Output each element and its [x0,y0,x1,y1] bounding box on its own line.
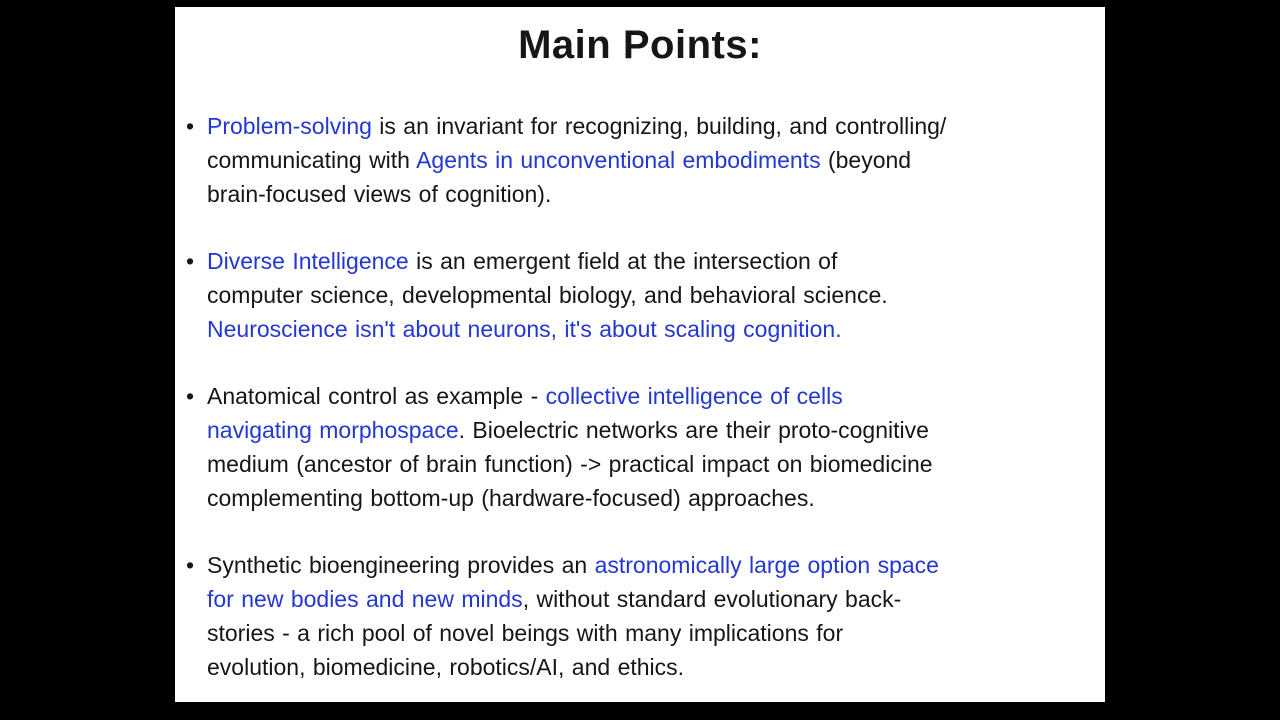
text-run: Synthetic bioengineering provides an [207,552,595,578]
bullet-line [207,616,1105,650]
highlight-run: Neuroscience isn't about neurons, it's about scaling cognition. [207,316,842,342]
highlight-run: astronomically large option space [594,552,939,578]
bullet-text [207,244,1105,346]
highlight-run: Diverse Intelligence [207,248,409,274]
highlight-run: collective intelligence of cells [545,383,843,409]
text-run: stories - a rich pool of novel beings with many implications for [207,620,844,646]
highlight-run: Agents in unconventional embodiments [416,147,821,173]
text-run: evolution, biomedicine, robotics/AI, and ethics. [207,654,685,680]
text-run: is an invariant for recognizing, building, and controlling/ [371,113,947,139]
text-run: computer science, developmental biology, and behavioral science. [207,282,888,308]
bullet-line [207,379,1105,413]
bullet-line [207,278,1105,312]
text-run: . Bioelectric networks are their proto-cognitive [458,417,929,443]
bullet-icon: • [186,113,195,139]
text-run: Anatomical control as example - [207,383,546,409]
bullet-item [186,379,1105,515]
bullet-line [207,413,1105,447]
text-run: , without standard evolutionary back- [522,586,902,612]
presentation-slide [175,7,1105,702]
bullet-text [207,109,1105,211]
slide-title: Main Points: [518,23,762,67]
bullet-line [207,650,1105,684]
bullet-icon: • [186,552,195,578]
bullet-line [207,109,1105,143]
text-run: complementing bottom-up (hardware-focused) approaches. [207,485,815,511]
text-run: brain-focused views of cognition). [207,181,552,207]
highlight-run: for new bodies and new minds [207,586,523,612]
bullet-item [186,244,1105,346]
bullet-line [207,582,1105,616]
highlight-run: Problem-solving [207,113,372,139]
bullet-icon: • [186,248,195,274]
bullet-line [207,177,1105,211]
bullet-item [186,109,1105,211]
bullet-text [207,379,1105,515]
highlight-run: navigating morphospace [207,417,459,443]
bullet-icon: • [186,383,195,409]
bullet-line [207,312,1105,346]
bullet-line [207,548,1105,582]
bullet-item [186,548,1105,684]
bullet-text [207,548,1105,684]
text-run: (beyond [820,147,912,173]
text-run: medium (ancestor of brain function) -> practical impact on biomedicine [207,451,933,477]
bullet-line [207,481,1105,515]
bullet-line [207,244,1105,278]
bullet-line [207,447,1105,481]
text-run: communicating with [207,147,417,173]
bullet-line [207,143,1105,177]
text-run: is an emergent field at the intersection of [408,248,838,274]
bullet-list [175,109,1105,684]
